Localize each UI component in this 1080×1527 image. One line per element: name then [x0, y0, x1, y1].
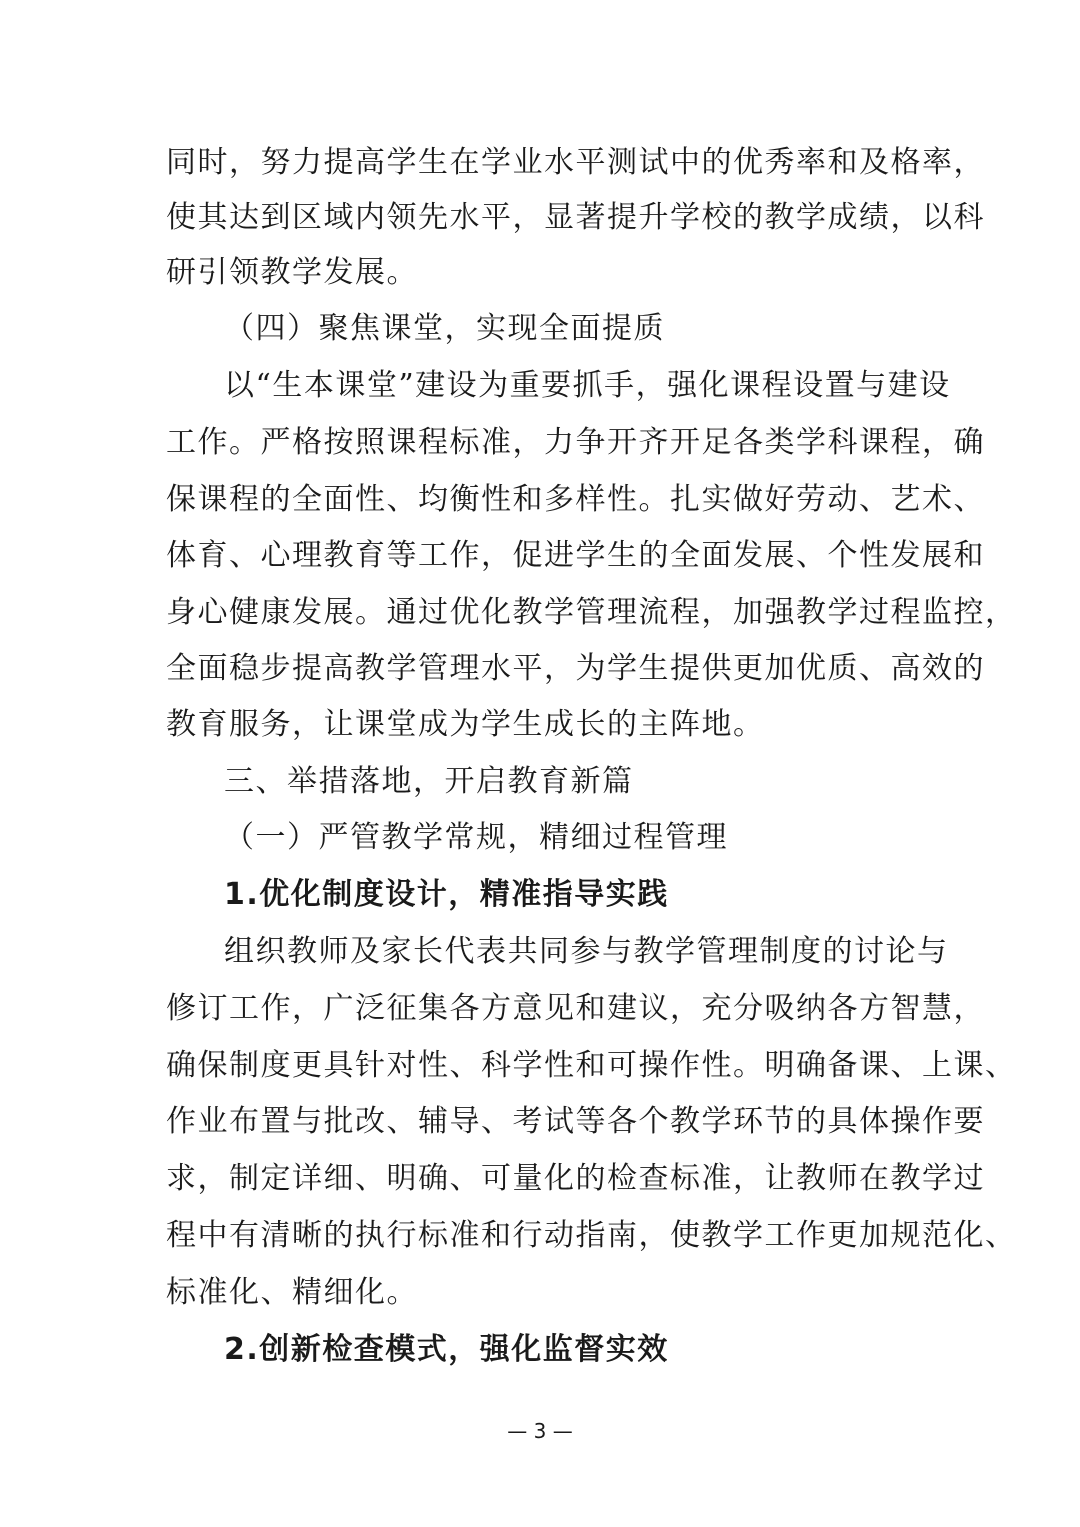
paragraph-line: 同时，努力提高学生在学业水平测试中的优秀率和及格率， — [166, 145, 985, 180]
section-heading: 三、举措落地，开启教育新篇 — [224, 764, 634, 799]
paragraph-line: 修订工作，广泛征集各方意见和建议，充分吸纳各方智慧， — [166, 991, 985, 1026]
paragraph-line: 作业布置与批改、辅导、考试等各个教学环节的具体操作要 — [166, 1104, 985, 1139]
subsection-heading: （一）严管教学常规，精细过程管理 — [224, 820, 728, 855]
paragraph-line: 保课程的全面性、均衡性和多样性。扎实做好劳动、艺术、 — [166, 482, 985, 517]
paragraph-line: 标准化、精细化。 — [166, 1275, 418, 1310]
paragraph-line: 以“生本课堂”建设为重要抓手，强化课程设置与建设 — [224, 368, 951, 403]
paragraph-line: 确保制度更具针对性、科学性和可操作性。明确备课、上课、 — [166, 1048, 1017, 1083]
paragraph-line: 身心健康发展。通过优化教学管理流程，加强教学过程监控， — [166, 595, 1017, 630]
paragraph-line: 研引领教学发展。 — [166, 255, 418, 290]
paragraph-line: 全面稳步提高教学管理水平，为学生提供更加优质、高效的 — [166, 651, 985, 686]
paragraph-line: 程中有清晰的执行标准和行动指南，使教学工作更加规范化、 — [166, 1218, 1017, 1253]
numbered-heading: 1.优化制度设计，精准指导实践 — [224, 877, 669, 912]
paragraph-line: 教育服务，让课堂成为学生成长的主阵地。 — [166, 707, 765, 742]
numbered-heading: 2.创新检查模式，强化监督实效 — [224, 1332, 669, 1367]
page-number: — 3 — — [507, 1419, 573, 1443]
paragraph-line: 体育、心理教育等工作，促进学生的全面发展、个性发展和 — [166, 538, 985, 573]
paragraph-line: 组织教师及家长代表共同参与教学管理制度的讨论与 — [224, 934, 949, 969]
paragraph-line: 求，制定详细、明确、可量化的检查标准，让教师在教学过 — [166, 1161, 985, 1196]
paragraph-line: 使其达到区域内领先水平，显著提升学校的教学成绩，以科 — [166, 200, 985, 235]
subsection-heading: （四）聚焦课堂，实现全面提质 — [224, 311, 665, 346]
paragraph-line: 工作。严格按照课程标准，力争开齐开足各类学科课程，确 — [166, 425, 985, 460]
